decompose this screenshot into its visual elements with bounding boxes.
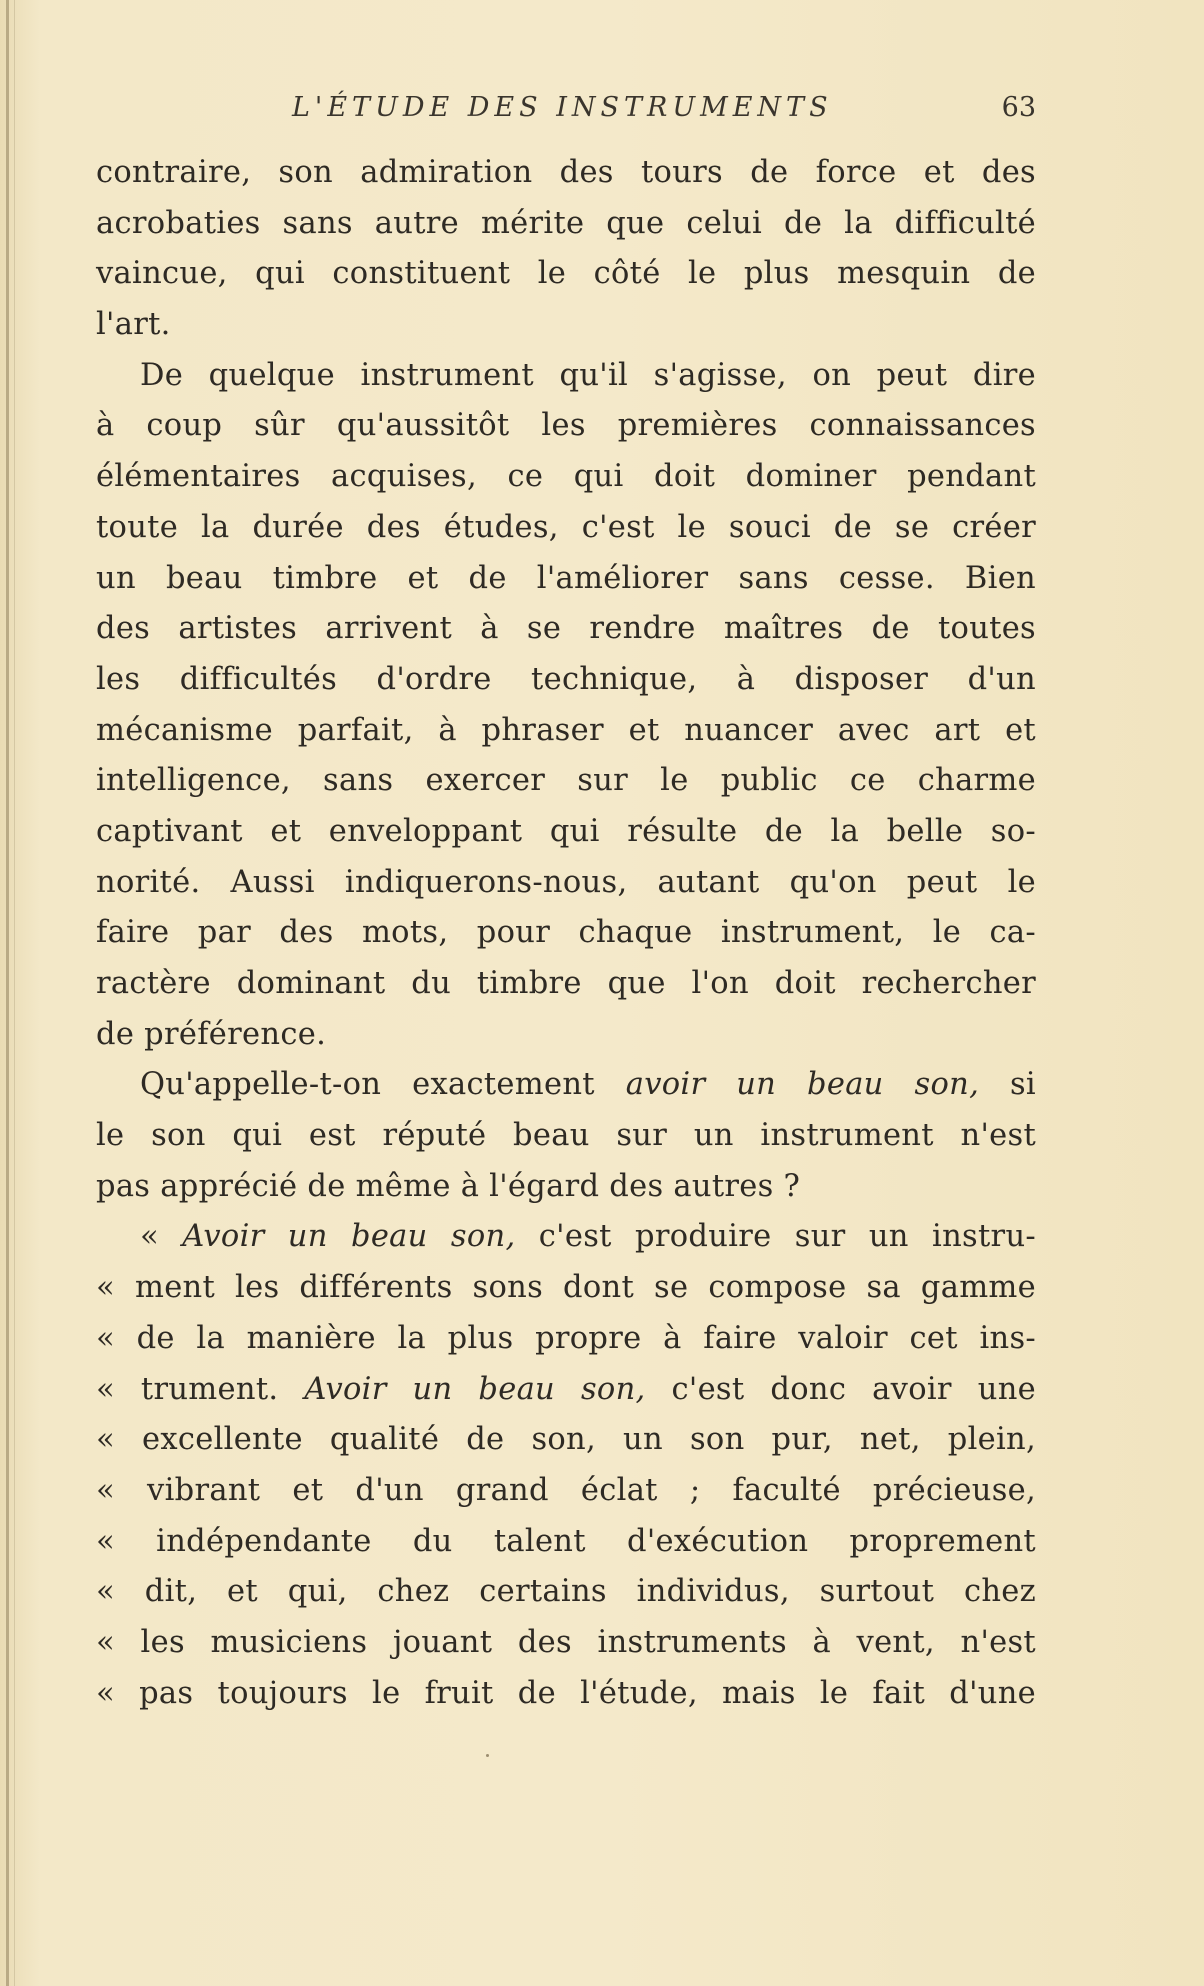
running-head [96,92,1036,132]
text-line: ractère dominant du timbre que l'on doit rechercher [96,966,1036,1001]
text-line: contraire, son admiration des tours de force et des [96,155,1036,190]
text-run: « trument. [96,1371,305,1407]
quote-line: « vibrant et d'un grand éclat ; faculté précieuse, [96,1472,1036,1508]
text-line: acrobaties sans autre mérite que celui de la difficulté [96,205,1036,241]
body-text [96,148,1036,1719]
text-line: norité. Aussi indiquerons-nous, autant qu'on peut le [96,864,1036,900]
text-line: de préférence. [96,1016,327,1052]
page-spine-shadow [14,0,15,1986]
quote-line: « excellente qualité de son, un son pur, net, plein, [96,1422,1036,1458]
text-line: captivant et enveloppant qui résulte de la belle so- [96,813,1036,849]
text-line: élémentaires acquises, ce qui doit dominer pendant [96,459,1036,495]
text-run: « [140,1219,183,1255]
text-line: des artistes arrivent à se rendre maîtres de toutes [96,611,1036,647]
running-head-title: L'ÉTUDE DES INSTRUMENTS [292,92,833,123]
text-line: toute la durée des études, c'est le souci de se créer [96,509,1036,545]
text-line: un beau timbre et de l'améliorer sans cesse. Bien [96,560,1036,596]
italic-phrase: avoir un beau son, [625,1067,980,1103]
quote-line-first [96,1212,1036,1263]
text-line: vaincue, qui constituent le côté le plus mesquin de [96,256,1036,292]
printer-mark [486,1754,489,1757]
italic-phrase: Avoir un beau son, [182,1219,516,1255]
text-run: si [979,1067,1036,1103]
text-line: faire par des mots, pour chaque instrument, le ca- [96,915,1036,951]
quote-line: « les musiciens jouant des instruments à vent, n'est [96,1624,1036,1660]
text-line: les difficultés d'ordre technique, à disposer d'un [96,661,1036,697]
text-line-question [96,1060,1036,1111]
quote-line-mid [96,1365,1036,1416]
text-line: le son qui est réputé beau sur un instrument n'est [96,1118,1036,1154]
text-run: c'est produire sur un instru- [515,1219,1036,1255]
text-line: mécanisme parfait, à phraser et nuancer avec art et [96,712,1036,748]
quote-line: « indépendante du talent d'exécution proprement [96,1523,1036,1559]
quote-line: « de la manière la plus propre à faire valoir cet ins- [96,1320,1036,1356]
text-line: intelligence, sans exercer sur le public ce charme [96,763,1036,799]
text-line: l'art. [96,307,171,343]
text-line: De quelque instrument qu'il s'agisse, on peut dire [140,357,1036,393]
text-line: à coup sûr qu'aussitôt les premières connaissances [96,408,1036,444]
page-spine-edge [6,0,9,1986]
text-run: c'est donc avoir une [645,1371,1036,1407]
text-run: Qu'appelle-t-on exactement [140,1067,626,1103]
quote-line: « ment les différents sons dont se compose sa gamme [96,1270,1036,1306]
italic-phrase: Avoir un beau son, [304,1371,646,1407]
text-line: pas apprécié de même à l'égard des autres ? [96,1168,801,1204]
page-number: 63 [1001,92,1036,123]
quote-line: « dit, et qui, chez certains individus, surtout chez [96,1574,1036,1610]
quote-line: « pas toujours le fruit de l'étude, mais le fait d'une [96,1675,1036,1711]
